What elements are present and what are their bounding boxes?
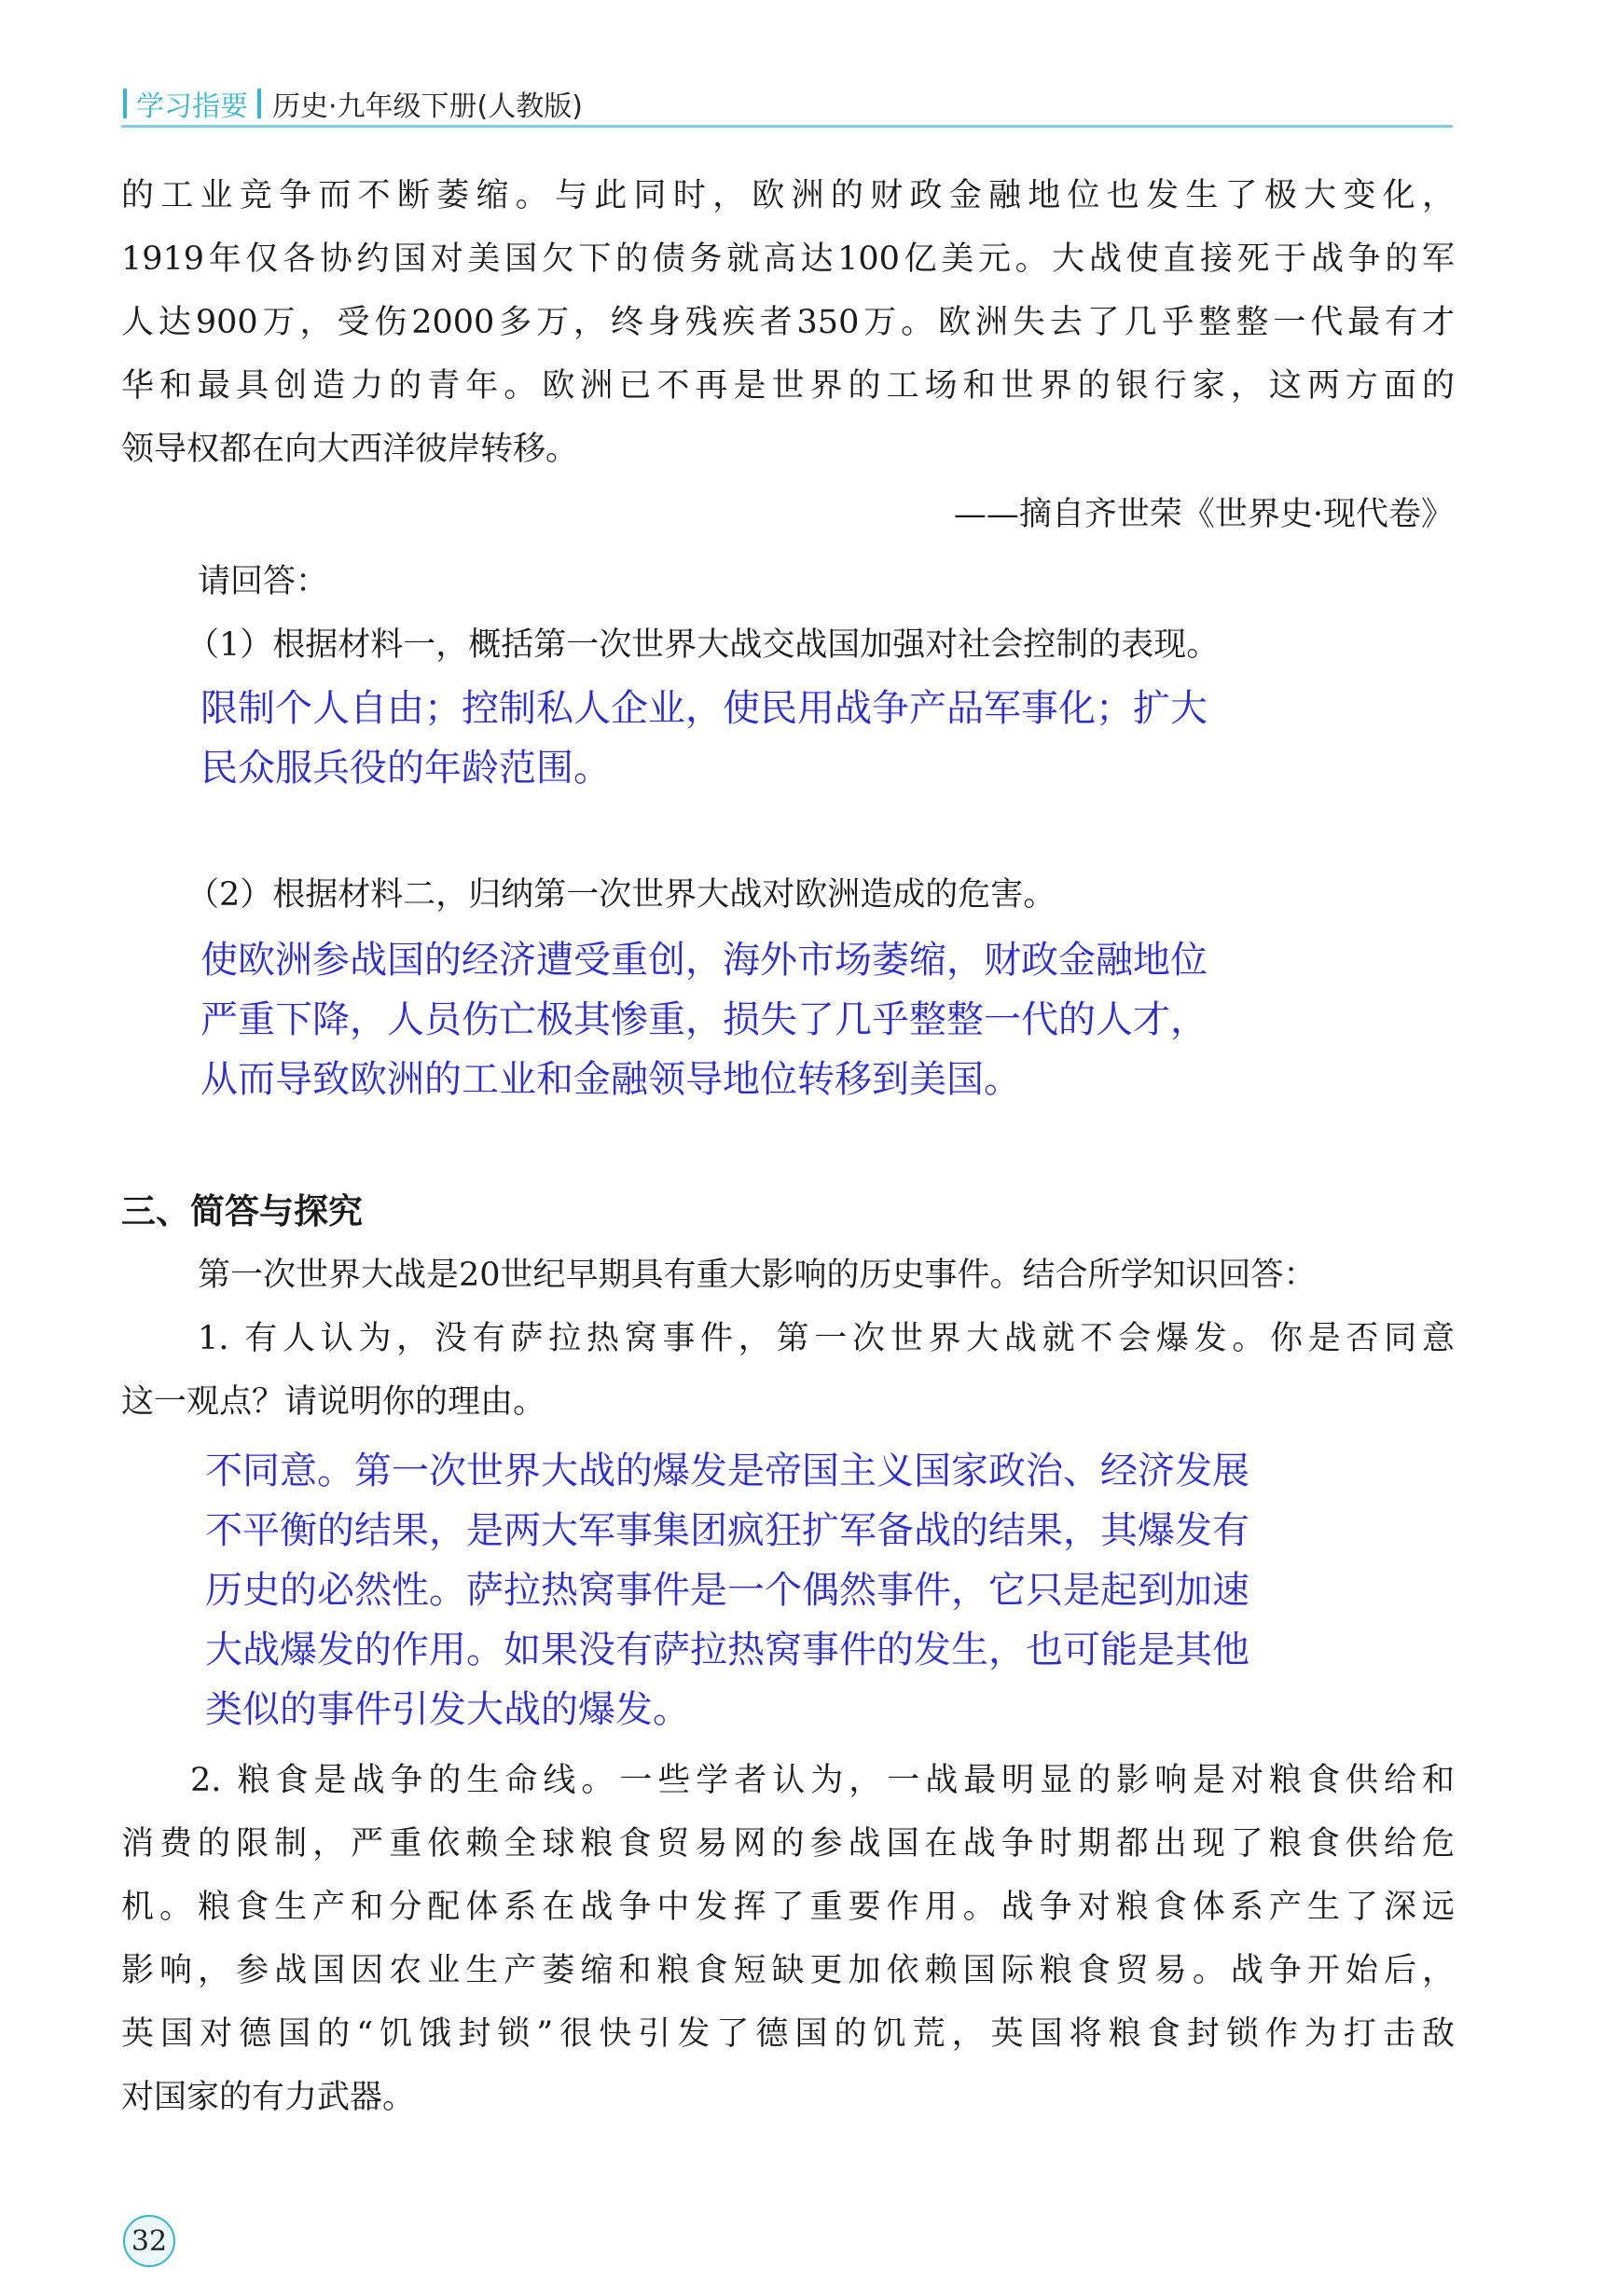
citation: ——摘自齐世荣《世界史·现代卷》 [953, 496, 1454, 533]
prompt-label: 请回答： [198, 563, 329, 600]
material-line: 领导权都在向大西洋彼岸转移。 [121, 431, 579, 468]
question-2: （2）根据材料二，归纳第一次世界大战对欧洲造成的危害。 [186, 876, 1056, 914]
header-rule [121, 125, 1453, 128]
header-brand: 学习指要 [136, 90, 248, 123]
question-4-line: 消费的限制，严重依赖全球粮食贸易网的参战国在战争时期都出现了粮食供给危 [121, 1825, 1455, 1863]
question-4-line: 机。粮食生产和分配体系在战争中发挥了重要作用。战争对粮食体系产生了深远 [121, 1889, 1455, 1926]
section-intro: 第一次世界大战是20世纪早期具有重大影响的历史事件。结合所学知识回答： [198, 1257, 1317, 1294]
running-header [123, 82, 583, 125]
answer-3: 不同意。第一次世界大战的爆发是帝国主义国家政治、经济发展 不平衡的结果，是两大军事集团疯狂扩军备战的结果，其爆发有 历史的必然性。萨拉热窝事件是一个偶然事件，它只是起到加速 大战爆发的作用。如果没有萨拉热窝事件的发生，也可能是其他 类似的事件引发大战的爆发。 [205, 1450, 1249, 1731]
answer-2: 使欧洲参战国的经济遭受重创，海外市场萎缩，财政金融地位 严重下降，人员伤亡极其惨重，损失了几乎整整一代的人才， 从而导致欧洲的工业和金融领导地位转移到美国。 [200, 939, 1208, 1101]
material-line: 人达900万，受伤2000多万，终身残疾者350万。欧洲失去了几乎整整一代最有才 [121, 304, 1455, 341]
answer-1: 限制个人自由；控制私人企业，使民用战争产品军事化；扩大 民众服兵役的年龄范围。 [200, 687, 1208, 790]
section-heading: 三、简答与探究 [121, 1191, 363, 1231]
question-3-line: 1. 有人认为，没有萨拉热窝事件，第一次世界大战就不会爆发。你是否同意 [198, 1320, 1455, 1357]
question-4-line: 影响，参战国因农业生产萎缩和粮食短缺更加依赖国际粮食贸易。战争开始后， [121, 1952, 1455, 1989]
question-4-line: 2. 粮食是战争的生命线。一些学者认为，一战最明显的影响是对粮食供给和 [190, 1762, 1455, 1799]
question-1: （1）根据材料一，概括第一次世界大战交战国加强对社会控制的表现。 [186, 626, 1220, 664]
material-line: 1919年仅各协约国对美国欠下的债务就高达100亿美元。大战使直接死于战争的军 [121, 241, 1455, 278]
question-3-line: 这一观点？请说明你的理由。 [121, 1383, 546, 1421]
question-4-line: 对国家的有力武器。 [121, 2079, 416, 2116]
material-line: 的工业竞争而不断萎缩。与此同时，欧洲的财政金融地位也发生了极大变化， [121, 177, 1455, 214]
question-4-line: 英国对德国的“饥饿封锁”很快引发了德国的饥荒，英国将粮食封锁作为打击敌 [121, 2015, 1455, 2053]
material-line: 华和最具创造力的青年。欧洲已不再是世界的工场和世界的银行家，这两方面的 [121, 367, 1455, 405]
page-number: 32 [123, 2215, 175, 2267]
header-title: 历史·九年级下册(人教版) [272, 90, 583, 123]
